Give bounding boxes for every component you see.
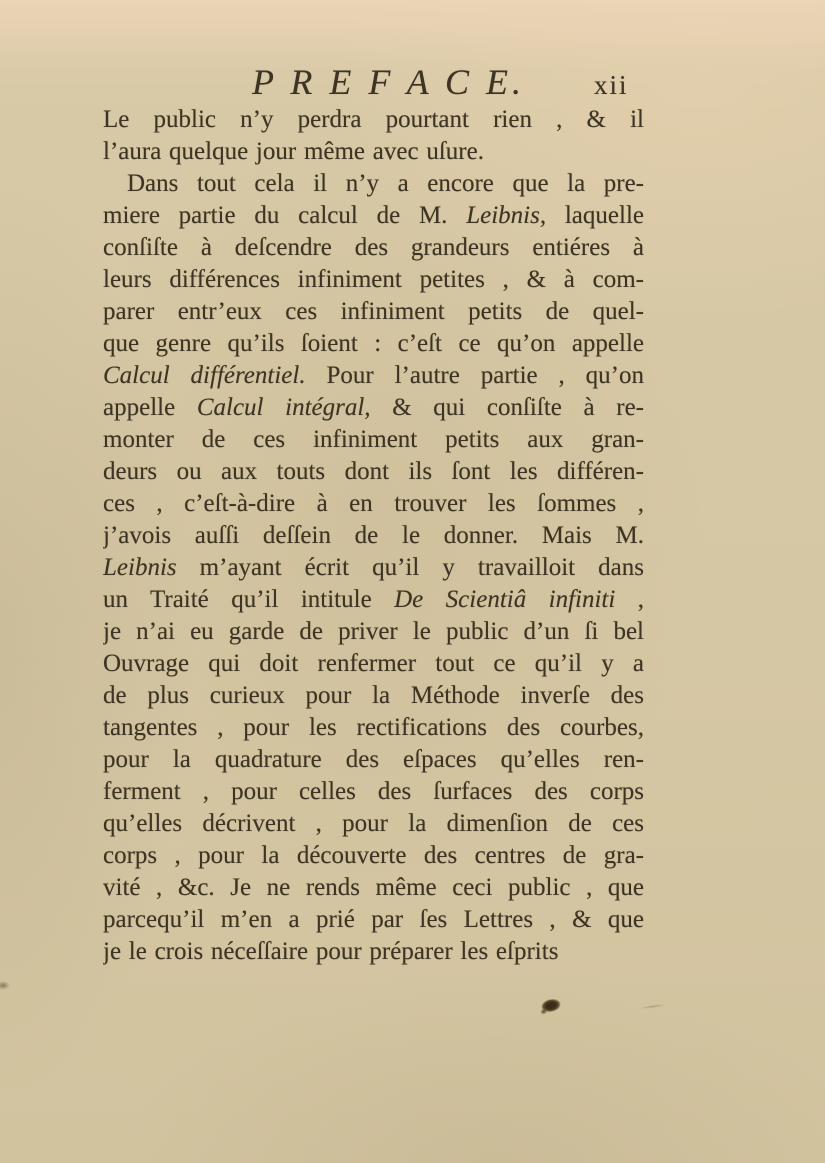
text-segment: leurs différences infiniment petites , & à com- [103, 266, 644, 293]
text-line [103, 264, 644, 296]
text-segment: que genre qu’ils ſoient : c’eſt ce qu’on appelle [103, 330, 644, 357]
text-line [103, 808, 644, 840]
text-line [103, 744, 644, 776]
text-line [103, 904, 644, 936]
text-segment: ces , c’eſt-à-dire à en trouver les ſommes , [103, 490, 644, 517]
text-line [103, 104, 644, 136]
text-segment: l’aura quelque jour même avec uſure. [103, 138, 484, 165]
text-line [103, 840, 644, 872]
text-line [103, 936, 644, 968]
text-segment: tangentes , pour les rectifications des courbes, [103, 714, 644, 741]
text-segment: vité , &c. Je ne rends même ceci public , que [103, 874, 644, 901]
text-line [103, 776, 644, 808]
text-segment: monter de ces infiniment petits aux gran- [103, 426, 644, 453]
text-line [103, 648, 644, 680]
text-line [103, 488, 644, 520]
italic-text-segment: De Scientiâ infiniti [394, 586, 616, 613]
text-segment: parer entr’eux ces infiniment petits de quel- [103, 298, 644, 325]
page-number: xii [594, 70, 629, 100]
text-line [103, 584, 644, 616]
text-line [103, 328, 644, 360]
text-segment: miere partie du calcul de M. [103, 202, 467, 229]
edge-smudge-mark [0, 981, 10, 990]
text-segment: appelle [103, 394, 197, 421]
text-segment: Le public n’y perdra pourtant rien , & il [103, 106, 644, 133]
text-segment: Dans tout cela il n’y a encore que la pre- [127, 170, 644, 197]
text-line [103, 456, 644, 488]
text-segment: , [615, 586, 644, 613]
text-line [103, 296, 644, 328]
text-segment: un Traité qu’il intitule [103, 586, 395, 613]
text-segment: je le crois néceſſaire pour préparer les eſprits [103, 938, 559, 965]
text-line [103, 552, 644, 584]
text-line [103, 360, 644, 392]
italic-text-segment: Leibnis, [466, 202, 547, 229]
italic-text-segment: Calcul intégral, [196, 394, 371, 421]
text-segment: je n’ai eu garde de priver le public d’un ſi bel [103, 618, 644, 645]
italic-text-segment: Leibnis [103, 554, 177, 581]
text-line [103, 232, 644, 264]
text-line [103, 520, 644, 552]
text-line [103, 200, 644, 232]
text-segment: deurs ou aux touts dont ils ſont les différen- [103, 458, 644, 485]
text-segment: pour la quadrature des eſpaces qu’elles ren- [103, 746, 644, 773]
text-line [103, 872, 644, 904]
text-segment: m’ayant écrit qu’il y travailloit dans [176, 554, 644, 581]
text-segment: Ouvrage qui doit renfermer tout ce qu’il y a [103, 650, 644, 677]
text-segment: corps , pour la découverte des centres de gra- [103, 842, 644, 869]
text-segment: parcequ’il m’en a prié par ſes Lettres , & que [103, 906, 644, 933]
text-segment: ferment , pour celles des ſurfaces des corps [103, 778, 644, 805]
text-line [103, 680, 644, 712]
page-body [103, 104, 644, 968]
text-segment: de plus curieux pour la Méthode inverſe des [103, 682, 644, 709]
text-segment: laquelle [546, 202, 644, 229]
text-line [103, 136, 644, 168]
italic-text-segment: Calcul différentiel. [103, 362, 306, 389]
text-segment: j’avois auſſi deſſein de le donner. Mais M. [103, 522, 644, 549]
ink-blot-mark [540, 997, 562, 1014]
text-line [103, 168, 644, 200]
text-segment: & qui conſiſte à re- [370, 394, 644, 421]
text-segment: qu’elles décrivent , pour la dimenſion de ces [103, 810, 644, 837]
text-line [103, 424, 644, 456]
text-line [103, 616, 644, 648]
text-segment: Pour l’autre partie , qu’on [305, 362, 644, 389]
text-segment: conſiſte à deſcendre des grandeurs entiéres à [103, 234, 644, 261]
preface-title: P R E F A C E. [252, 62, 526, 102]
text-line [103, 712, 644, 744]
paper-scratch-mark [640, 1003, 666, 1010]
text-line [103, 392, 644, 424]
